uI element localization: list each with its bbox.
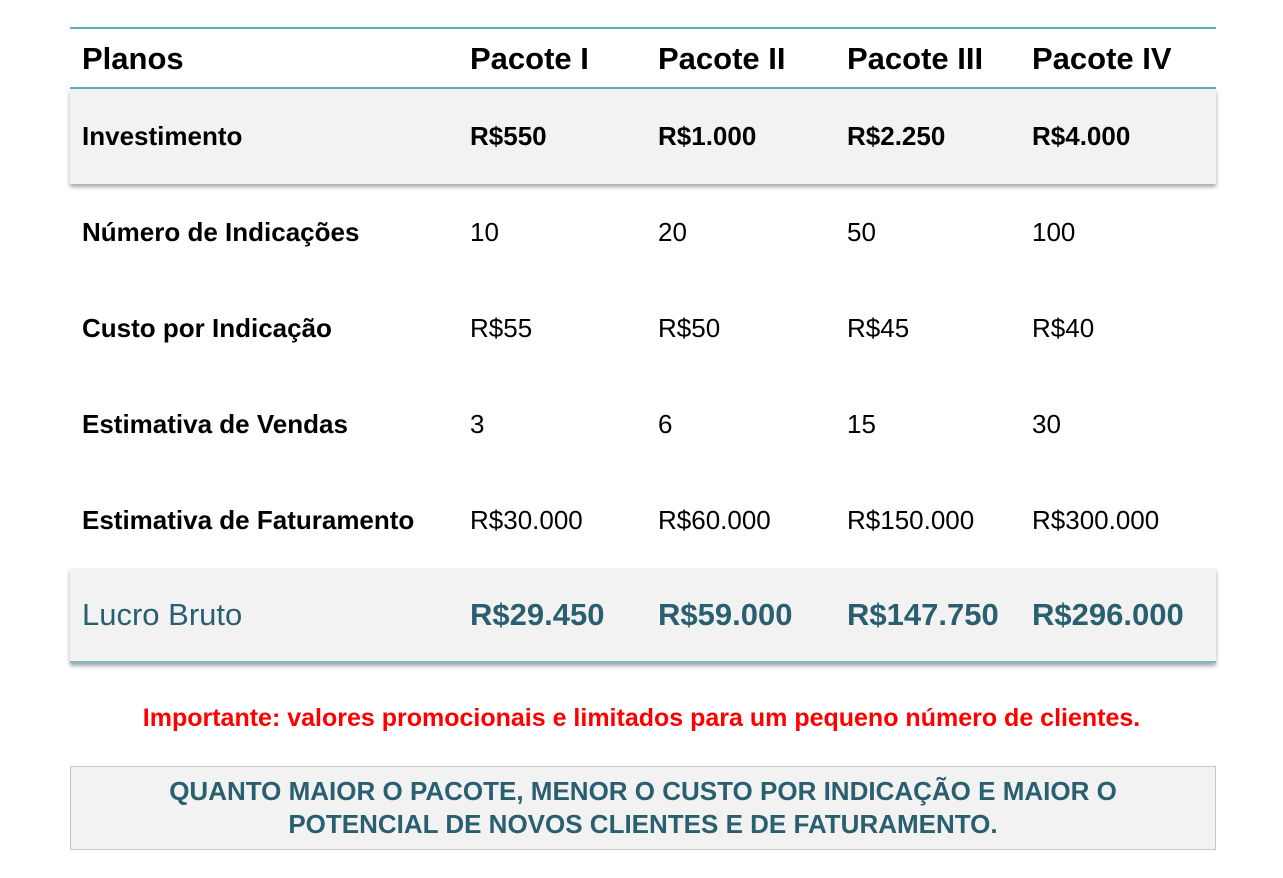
table-cell: R$60.000 [658,504,771,535]
header-pacote-2: Pacote II [658,41,786,76]
investment-value: R$4.000 [1032,121,1131,151]
table-header-row [70,29,1216,89]
table-cell: R$45 [847,312,910,343]
header-pacote-3: Pacote III [847,41,984,76]
table-cell: R$55 [470,312,533,343]
header-pacote-1: Pacote I [470,41,589,76]
table-row [70,376,1216,472]
table-cell: 50 [847,216,876,247]
table-cell: R$150.000 [847,504,975,535]
plans-table [70,27,1216,663]
row-label: Estimativa de Faturamento [82,504,415,535]
table-cell: R$50 [658,312,721,343]
table-row [70,184,1216,280]
header-pacote-4: Pacote IV [1032,41,1172,76]
table-cell: 20 [658,216,687,247]
row-label: Investimento [82,121,243,151]
profit-value: R$59.000 [658,596,793,632]
callout-box [70,766,1216,850]
investment-row [70,89,1216,184]
table-cell: 30 [1032,408,1061,439]
row-label: Lucro Bruto [82,596,243,632]
header-plans: Planos [82,41,184,76]
profit-value: R$147.750 [847,596,999,632]
table-cell: 3 [470,408,485,439]
callout-line-1: QUANTO MAIOR O PACOTE, MENOR O CUSTO POR INDICAÇÃO E MAIOR O [169,776,1117,806]
investment-value: R$550 [470,121,547,151]
table-cell: 6 [658,408,673,439]
row-label: Número de Indicações [82,216,360,247]
table-row [70,472,1216,568]
table-cell: R$300.000 [1032,504,1160,535]
table-cell: 15 [847,408,876,439]
table-cell: R$40 [1032,312,1095,343]
profit-value: R$296.000 [1032,596,1184,632]
profit-row [70,568,1216,663]
table-cell: 10 [470,216,499,247]
row-label: Custo por Indicação [82,312,332,343]
table-cell: R$30.000 [470,504,583,535]
important-note: Importante: valores promocionais e limitados para um pequeno número de clientes. [142,704,1141,732]
row-label: Estimativa de Vendas [82,408,348,439]
investment-value: R$1.000 [658,121,757,151]
table-cell: 100 [1032,216,1076,247]
profit-value: R$29.450 [470,596,605,632]
table-row [70,280,1216,376]
callout-line-2: POTENCIAL DE NOVOS CLIENTES E DE FATURAMENTO. [288,809,998,839]
investment-value: R$2.250 [847,121,946,151]
callout-text [169,775,1117,841]
